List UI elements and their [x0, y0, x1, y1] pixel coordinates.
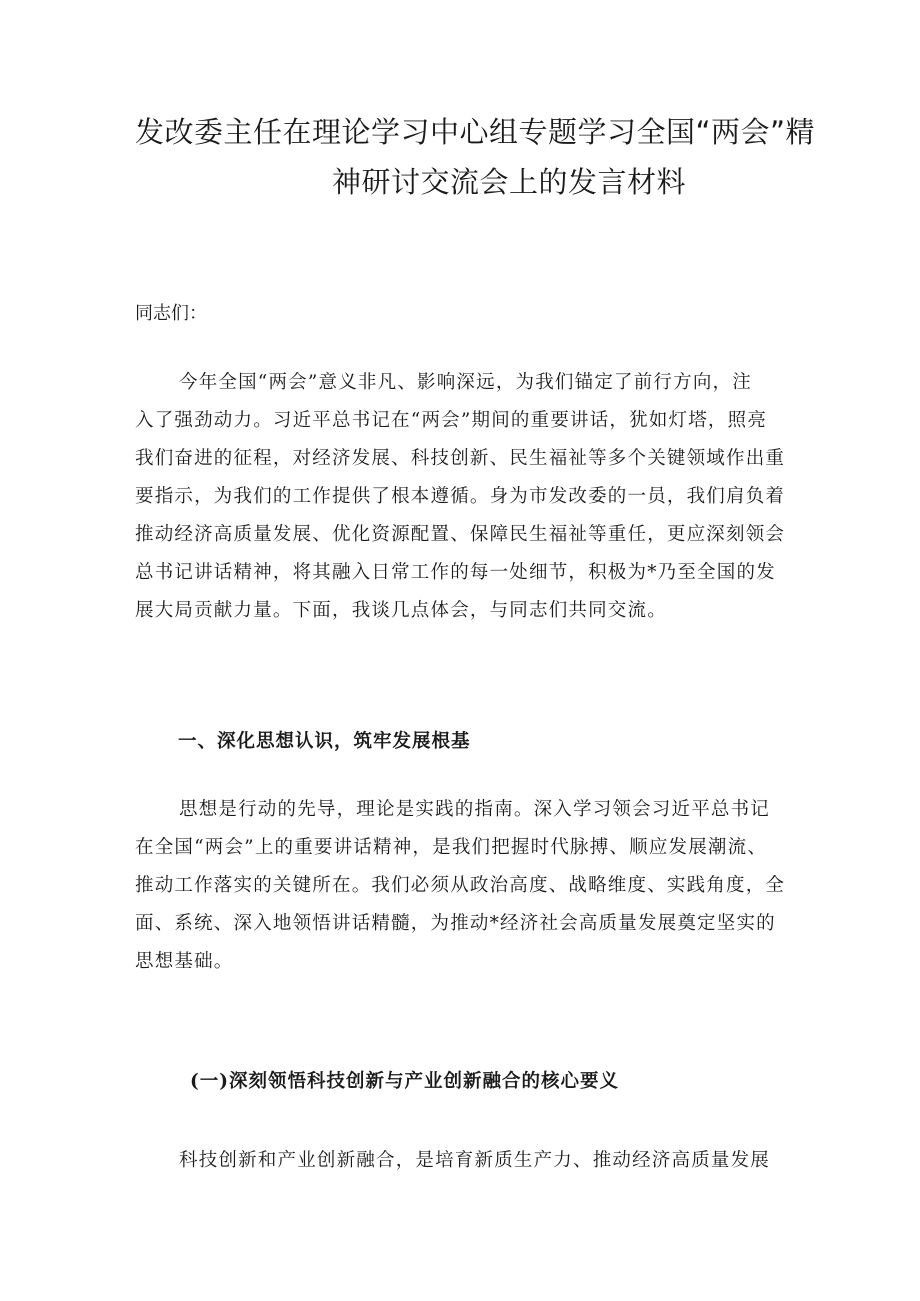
document-title-line-1: 发改委主任在理论学习中心组专题学习全国“两会”精: [135, 115, 816, 149]
paragraph-line: 在全国“两会”上的重要讲话精神，是我们把握时代脉搏、顺应发展潮流、: [135, 837, 768, 858]
paragraph-section-1: [135, 791, 790, 981]
paragraph-line: 今年全国“两会”意义非凡、影响深远，为我们锚定了前行方向，注: [179, 372, 752, 393]
paragraph-line: 推动经济高质量发展、优化资源配置、保障民生福祉等重任，更应深刻领会: [135, 524, 786, 545]
subsection-heading-1: (一)深刻领悟科技创新与产业创新融合的核心要义: [190, 1071, 620, 1092]
paragraph-line: 总书记讲话精神，将其融入日常工作的每一处细节，积极为*乃至全国的发: [135, 562, 776, 583]
salutation: 同志们：: [135, 303, 207, 324]
paragraph-line: 思想是行动的先导，理论是实践的指南。深入学习领会习近平总书记: [179, 799, 771, 820]
paragraph-line: 我们奋进的征程，对经济发展、科技创新、民生福祉等多个关键领域作出重: [135, 448, 786, 469]
paragraph-line: 要指示，为我们的工作提供了根本遵循。身为市发改委的一员，我们肩负着: [135, 486, 786, 507]
section-heading-1: 一、深化思想认识，筑牢发展根基: [178, 731, 471, 752]
paragraph-line: 科技创新和产业创新融合，是培育新质生产力、推动经济高质量发展: [179, 1150, 771, 1171]
paragraph-subsection-1: [135, 1142, 790, 1180]
paragraph-line: 面、系统、深入地领悟讲话精髓，为推动*经济社会高质量发展奠定坚实的: [135, 913, 776, 934]
paragraph-line: 思想基础。: [135, 951, 234, 972]
paragraph-line: 入了强劲动力。习近平总书记在“两会”期间的重要讲话，犹如灯塔，照亮: [135, 410, 768, 431]
paragraph-line: 展大局贡献力量。下面，我谈几点体会，与同志们共同交流。: [135, 600, 667, 621]
paragraph-intro: [135, 364, 790, 630]
paragraph-line: 推动工作落实的关键所在。我们必须从政治高度、战略维度、实践角度，全: [135, 875, 786, 896]
document-title-line-2: 神研讨交流会上的发言材料: [332, 165, 687, 199]
